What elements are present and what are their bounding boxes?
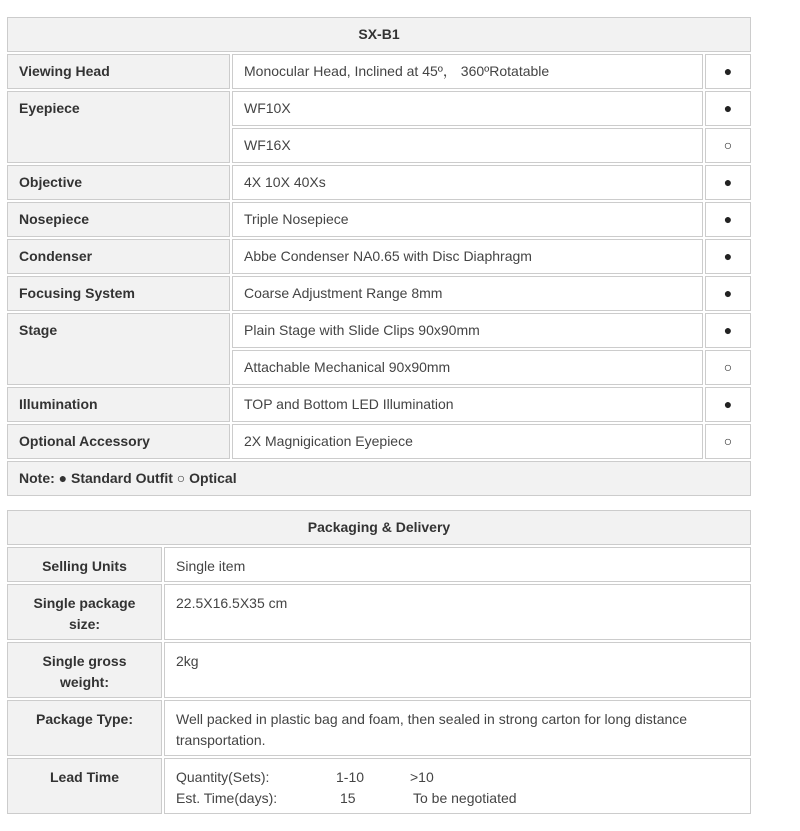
standard-mark-icon: ● [705, 91, 751, 126]
spec-label-condenser: Condenser [7, 239, 230, 274]
table-row [7, 387, 751, 422]
package-type-value: Well packed in plastic bag and foam, then sealed in strong carton for long distance transportation. [164, 700, 751, 756]
spec-value: Plain Stage with Slide Clips 90x90mm [232, 313, 703, 348]
standard-mark-icon: ● [705, 276, 751, 311]
lead-time-grid [176, 767, 739, 809]
spec-label-nosepiece: Nosepiece [7, 202, 230, 237]
table-row [7, 54, 751, 89]
optional-mark-icon: ○ [705, 350, 751, 385]
package-type-label: Package Type: [7, 700, 162, 756]
standard-mark-icon: ● [705, 202, 751, 237]
spec-value: Triple Nosepiece [232, 202, 703, 237]
selling-units-label: Selling Units [7, 547, 162, 582]
spec-label-illumination: Illumination [7, 387, 230, 422]
spec-label-eyepiece: Eyepiece [7, 91, 230, 163]
gross-weight-label: Single gross weight: [7, 642, 162, 698]
standard-mark-icon: ● [705, 54, 751, 89]
table-row [7, 313, 751, 348]
spec-value: Coarse Adjustment Range 8mm [232, 276, 703, 311]
table-row [7, 91, 751, 126]
standard-mark-icon: ● [705, 165, 751, 200]
est-time-2: To be negotiated [413, 790, 517, 806]
standard-mark-icon: ● [705, 387, 751, 422]
spec-value: WF16X [232, 128, 703, 163]
package-size-label: Single package size: [7, 584, 162, 640]
spec-value: 2X Magnigication Eyepiece [232, 424, 703, 459]
table-row [7, 700, 751, 756]
table-row [7, 424, 751, 459]
spec-value: WF10X [232, 91, 703, 126]
table-row [7, 276, 751, 311]
quantity-range-1: 1-10 [336, 769, 365, 785]
spec-label-optional-accessory: Optional Accessory [7, 424, 230, 459]
spec-value: TOP and Bottom LED Illumination [232, 387, 703, 422]
lead-time-label: Lead Time [7, 758, 162, 814]
table-row [7, 642, 751, 698]
quantity-label: Quantity(Sets): [176, 769, 270, 785]
table-row [7, 758, 751, 814]
packaging-header: Packaging & Delivery [7, 510, 751, 545]
spec-value: Monocular Head, Inclined at 45º， 360ºRotatable [232, 54, 703, 89]
spec-value: Abbe Condenser NA0.65 with Disc Diaphragm [232, 239, 703, 274]
optional-mark-icon: ○ [705, 424, 751, 459]
spec-label-viewing-head: Viewing Head [7, 54, 230, 89]
quantity-range-2: >10 [410, 769, 434, 785]
est-time-label: Est. Time(days): [176, 790, 278, 806]
spec-label-stage: Stage [7, 313, 230, 385]
spec-value: Attachable Mechanical 90x90mm [232, 350, 703, 385]
legend-note: Note: ● Standard Outfit ○ Optical [7, 461, 751, 496]
standard-mark-icon: ● [705, 239, 751, 274]
est-time-1: 15 [340, 790, 356, 806]
optional-mark-icon: ○ [705, 128, 751, 163]
table-row [7, 202, 751, 237]
spec-value: 4X 10X 40Xs [232, 165, 703, 200]
table-row [7, 584, 751, 640]
selling-units-value: Single item [164, 547, 751, 582]
gross-weight-value: 2kg [164, 642, 751, 698]
table-row [7, 165, 751, 200]
specification-table [5, 15, 753, 498]
spec-label-objective: Objective [7, 165, 230, 200]
lead-time-value [164, 758, 751, 814]
packaging-table [5, 508, 753, 816]
table-row [7, 547, 751, 582]
spec-label-focusing-system: Focusing System [7, 276, 230, 311]
model-header: SX-B1 [7, 17, 751, 52]
standard-mark-icon: ● [705, 313, 751, 348]
table-row [7, 239, 751, 274]
package-size-value: 22.5X16.5X35 cm [164, 584, 751, 640]
